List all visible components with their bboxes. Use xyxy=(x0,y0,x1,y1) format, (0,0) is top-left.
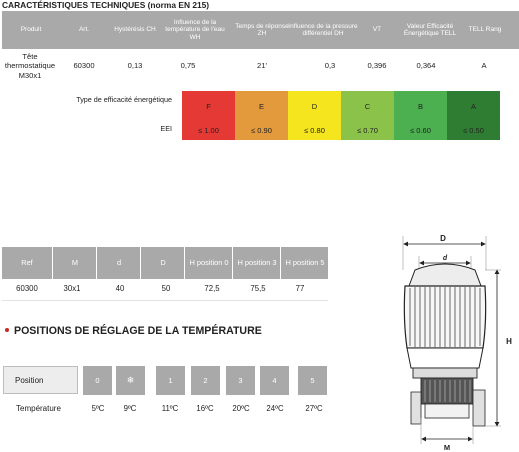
temperature-value: 5ºC xyxy=(91,404,105,413)
dimension-label-D: D xyxy=(440,234,446,243)
dim-h0-value: 72,5 xyxy=(204,284,220,293)
energy-class-eei: ≤ 0.90 xyxy=(251,126,272,135)
energy-class-a xyxy=(447,91,500,140)
energy-class-eei: ≤ 0.70 xyxy=(357,126,378,135)
position-cell: 1 xyxy=(156,366,185,395)
cell-produit: Tête thermostatique M30x1 xyxy=(4,52,56,80)
col-ch: Hystérésis CH xyxy=(114,26,156,34)
temperature-value: 24ºC xyxy=(266,404,284,413)
dimension-label-d: d xyxy=(442,255,448,262)
energy-class-eei: ≤ 0.50 xyxy=(463,126,484,135)
dim-col-d-large: D xyxy=(140,247,185,279)
energy-class-letter: D xyxy=(311,102,318,111)
energy-class-e xyxy=(235,91,288,140)
col-zh: Temps de réponse ZH xyxy=(235,22,289,37)
col-art: Art. xyxy=(78,26,90,34)
dim-col-d-small: d xyxy=(96,247,141,279)
section-title: POSITIONS DE RÉGLAGE DE LA TEMPÉRATURE xyxy=(14,325,262,337)
dim-col-m: M xyxy=(52,247,97,279)
cell-tell-rang: A xyxy=(481,61,487,71)
energy-class-letter: F xyxy=(206,102,211,111)
dim-d-large-value: 50 xyxy=(161,284,171,293)
thermostat-drawing xyxy=(385,230,517,452)
energy-class-letter: C xyxy=(364,102,371,111)
col-tell-value: Valeur Efficacité Énergétique TELL xyxy=(403,22,457,37)
position-label: Position xyxy=(3,366,78,394)
energy-class-d xyxy=(288,91,341,140)
temperature-value: 16ºC xyxy=(196,404,214,413)
snowflake-icon: ❄ xyxy=(116,366,145,395)
cell-ch: 0,13 xyxy=(127,61,143,71)
energy-class-letter: A xyxy=(470,102,476,111)
cell-art: 60300 xyxy=(73,61,95,71)
dim-d-small-value: 40 xyxy=(115,284,125,293)
temperature-value: 11ºC xyxy=(161,404,179,413)
energy-class-c xyxy=(341,91,394,140)
energy-class-f xyxy=(182,91,235,140)
dim-col-h3: H position 3 xyxy=(232,247,281,279)
dim-m-value: 30x1 xyxy=(63,284,81,293)
divider xyxy=(2,300,328,301)
position-cell: 4 xyxy=(260,366,289,395)
page-title: CARACTÉRISTIQUES TECHNIQUES (norma EN 215) xyxy=(2,0,210,10)
dim-h5-value: 77 xyxy=(295,284,305,293)
dimension-label-M: M xyxy=(443,443,451,452)
col-vt: VT xyxy=(372,26,382,34)
col-dh: Influence de la pressure différentiel DH xyxy=(288,22,358,37)
cell-dh: 0,3 xyxy=(324,61,336,71)
col-produit: Produit xyxy=(20,26,42,34)
dim-h3-value: 75,5 xyxy=(250,284,266,293)
position-cell: 3 xyxy=(226,366,255,395)
cell-wh: 0,75 xyxy=(180,61,196,71)
position-cell: 2 xyxy=(191,366,220,395)
eei-label: EEI xyxy=(160,124,172,133)
dim-col-h5: H position 5 xyxy=(280,247,329,279)
temperature-value: 20ºC xyxy=(232,404,250,413)
position-cell: 0 xyxy=(83,366,112,395)
temperature-value: 27ºC xyxy=(305,404,323,413)
col-wh: Influence de la température de l'eau WH xyxy=(165,18,225,41)
energy-class-letter: B xyxy=(417,102,423,111)
temperature-label: Température xyxy=(16,404,61,413)
cell-tell-value: 0,364 xyxy=(416,61,436,71)
energy-type-label: Type de efficacité énergétique xyxy=(76,95,172,104)
col-tell-rang: TELL Rang xyxy=(468,26,502,34)
energy-class-eei: ≤ 1.00 xyxy=(198,126,219,135)
energy-class-eei: ≤ 0.60 xyxy=(410,126,431,135)
bullet-icon xyxy=(5,328,9,332)
dim-col-ref: Ref xyxy=(21,258,33,268)
energy-class-letter: E xyxy=(258,102,264,111)
dim-col-h0: H position 0 xyxy=(184,247,233,279)
energy-class-b xyxy=(394,91,447,140)
temperature-value: 9ºC xyxy=(123,404,137,413)
dimension-label-H: H xyxy=(506,337,512,346)
energy-class-eei: ≤ 0.80 xyxy=(304,126,325,135)
position-cell: 5 xyxy=(298,366,327,395)
dim-ref-value: 60300 xyxy=(16,284,38,293)
cell-zh: 21' xyxy=(257,61,267,71)
cell-vt: 0,396 xyxy=(367,61,387,71)
